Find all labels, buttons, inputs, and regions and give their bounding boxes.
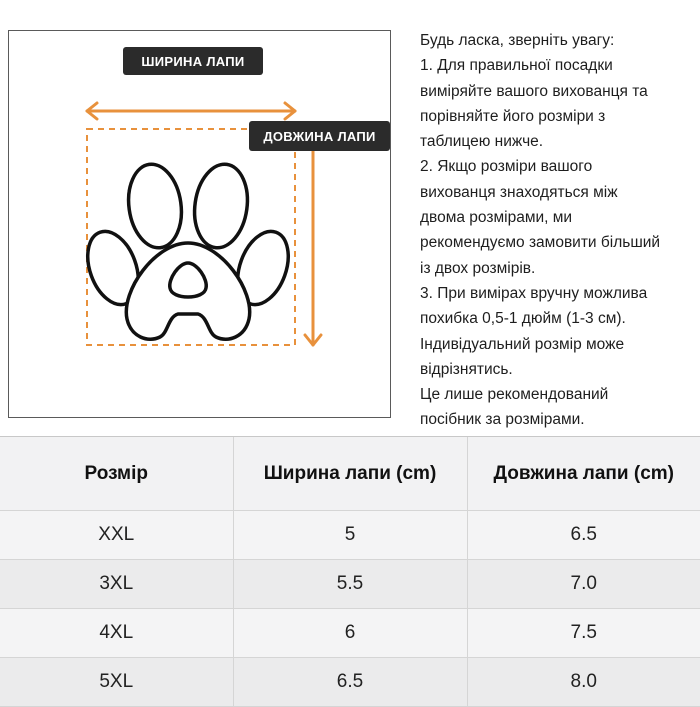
paw-length-label: ДОВЖИНА ЛАПИ [249,121,390,151]
width-cell: 5 [233,511,467,560]
paw-diagram-svg [9,31,392,419]
paw-measurement-diagram [8,30,391,418]
paw-width-label: ШИРИНА ЛАПИ [123,47,263,75]
size-cell: 5XL [0,658,233,707]
length-cell: 6.5 [467,511,700,560]
size-chart-table [0,436,700,707]
length-cell: 7.5 [467,609,700,658]
length-arrow-icon [305,129,321,345]
width-arrow-icon [87,103,295,119]
notes-line: похибка 0,5-1 дюйм (1-3 см). [420,310,626,328]
notes-line: відрізнятись. [420,360,513,378]
size-cell: 3XL [0,560,233,609]
paw-print-icon [78,161,297,339]
notes-line: 3. При вимірах вручну можлива [420,284,648,302]
size-cell: 4XL [0,609,233,658]
notes-line: двома розмірами, ми [420,209,573,227]
table-row [0,560,700,609]
notes-line: порівняйте його розміри з [420,107,606,125]
table-row [0,511,700,560]
notes-line: Індивідуальний розмір може [420,335,625,353]
notes-line: рекомендуємо замовити більший [420,234,661,252]
notes-line: Будь ласка, зверніть увагу: [420,32,615,49]
length-cell: 8.0 [467,658,700,707]
sizing-notes [420,28,700,433]
notes-line: вихованця знаходяться між [420,183,618,201]
notes-line: посібник за розмірами. [420,411,585,429]
header-paw-length: Довжина лапи (cm) [467,437,700,511]
notes-line: із двох розмірів. [420,259,536,277]
notes-line: Це лише рекомендований [420,386,609,404]
table-row [0,609,700,658]
notes-line: 1. Для правильної посадки [420,57,613,75]
notes-line: 2. Якщо розміри вашого [420,158,593,176]
size-cell: XXL [0,511,233,560]
notes-line: таблицею нижче. [420,133,544,151]
length-cell: 7.0 [467,560,700,609]
header-size: Розмір [0,437,233,511]
table-row [0,658,700,707]
width-cell: 6 [233,609,467,658]
header-paw-width: Ширина лапи (cm) [233,437,467,511]
width-cell: 5.5 [233,560,467,609]
table-header-row [0,437,700,511]
notes-line: виміряйте вашого вихованця та [420,82,648,100]
width-cell: 6.5 [233,658,467,707]
